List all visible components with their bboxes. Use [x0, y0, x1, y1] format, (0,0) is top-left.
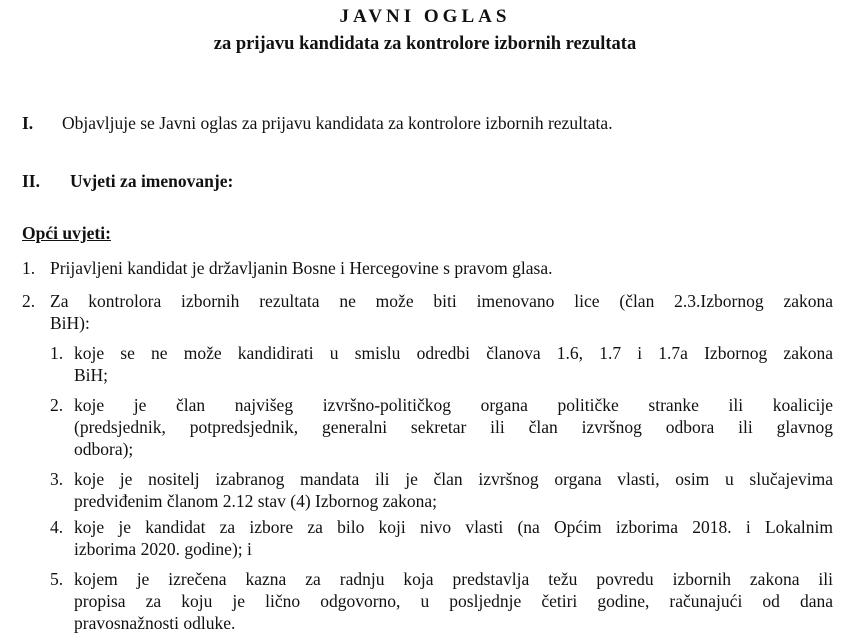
subitem-2-number: 2.: [50, 395, 64, 415]
subitem-1-number: 1.: [50, 343, 64, 363]
section-1-text: Objavljuje se Javni oglas za prijavu kandidata za kontrolore izbornih rezultata.: [62, 113, 613, 133]
subitem-1-line-2: BiH;: [74, 365, 109, 385]
condition-item-2-number: 2.: [22, 291, 36, 311]
subitem-2-line-1: koje je član najvišeg izvršno-političkog organa političke stranke ili koalicije: [74, 395, 833, 415]
subitem-4-number: 4.: [50, 517, 64, 537]
subitem-1-line-1: koje se ne može kandidirati u smislu odredbi članova 1.6, 1.7 i 1.7a Izbornog zakona: [74, 343, 833, 363]
condition-item-2-line-1: Za kontrolora izbornih rezultata ne može biti imenovano lice (član 2.3.Izbornog zakona: [50, 291, 833, 311]
condition-item-1-number: 1.: [22, 258, 36, 278]
subitem-3-line-2: predviđenim članom 2.12 stav (4) Izbornog zakona;: [74, 491, 438, 511]
subitem-5-line-3: pravosnažnosti odluke.: [74, 613, 236, 633]
condition-item-1-text: Prijavljeni kandidat je državljanin Bosne i Hercegovine s pravom glasa.: [50, 258, 553, 278]
condition-item-1: [22, 257, 553, 279]
subitem-3-line-1: koje je nositelj izabranog mandata ili je član izvršnog organa vlasti, osim u slučajevima: [74, 469, 833, 489]
section-2: [22, 170, 233, 192]
subitem-2-line-2: (predsjednik, potpredsjednik, generalni sekretar ili član izvršnog odbora ili glavnog: [74, 417, 833, 437]
document-title: JAVNI OGLAS: [339, 6, 511, 27]
subitem-5-line-2: propisa za koju je lično odgovorno, u posljednje četiri godine, računajući od dana: [74, 591, 833, 611]
document-subtitle: za prijavu kandidata za kontrolore izbornih rezultata: [213, 34, 637, 54]
section-1-numeral: I.: [22, 113, 34, 133]
subitem-4-line-2: izborima 2020. godine); i: [74, 539, 252, 559]
subitem-4-line-1: koje je kandidat za izbore za bilo koji nivo vlasti (na Općim izborima 2018. i Lokalnim: [74, 517, 833, 537]
condition-item-2-line-2: BiH):: [50, 313, 90, 333]
general-conditions-heading: Opći uvjeti:: [22, 223, 111, 243]
subitem-5-number: 5.: [50, 569, 64, 589]
section-2-numeral: II.: [22, 171, 40, 191]
subitem-5-line-1: kojem je izrečena kazna za radnju koja predstavlja težu povredu izbornih zakona ili: [74, 569, 833, 589]
subitem-3-number: 3.: [50, 469, 64, 489]
section-2-heading: Uvjeti za imenovanje:: [70, 171, 234, 191]
section-1: [22, 112, 613, 134]
subitem-2-line-3: odbora);: [74, 439, 134, 459]
